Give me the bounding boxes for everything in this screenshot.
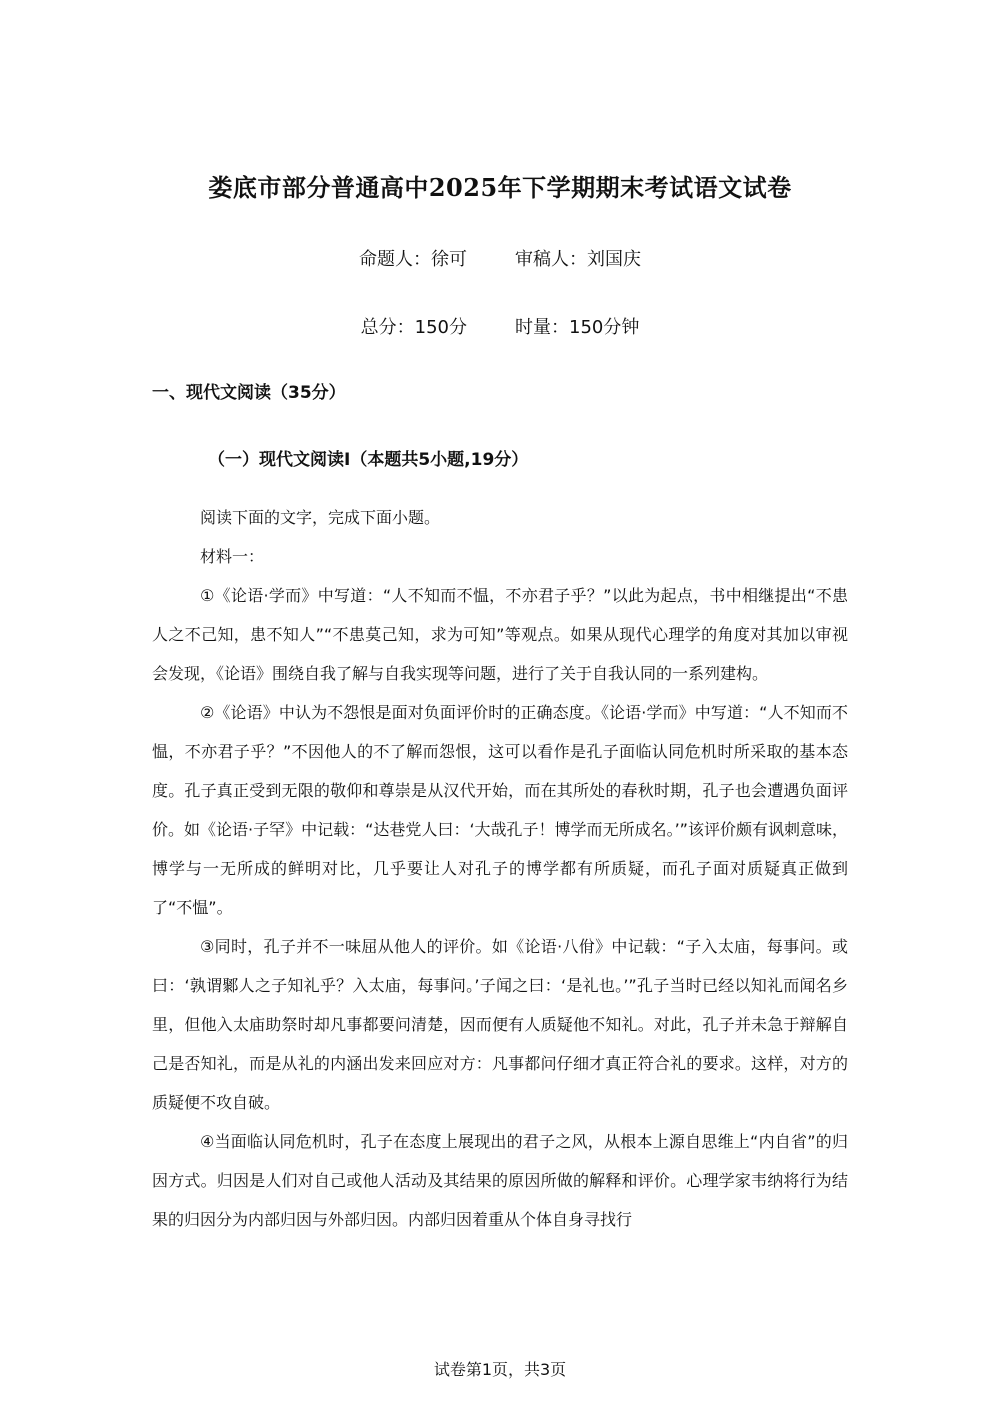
reading-passage <box>152 498 848 1239</box>
paragraph-2: ②《论语》中认为不怨恨是面对负面评价时的正确态度。《论语·学而》中写道：“人不知而不愠，不亦君子乎？”不因他人的不了解而怨恨，这可以看作是孔子面临认同危机时所采取的基本态度。孔子真正受到无限的敬仰和尊崇是从汉代开始，而在其所处的春秋时期，孔子也会遭遇负面评价。如《论语·子罕》中记载：“达巷党人曰：‘大哉孔子！博学而无所成名。’”该评价颇有讽刺意味，博学与一无所成的鲜明对比，几乎要让人对孔子的博学都有所质疑，而孔子面对质疑真正做到了“不愠”。 <box>152 703 848 917</box>
material-label: 材料一： <box>200 547 265 566</box>
score-time-line <box>0 313 1000 339</box>
author-line <box>0 245 1000 271</box>
total-score: 总分：150分 <box>360 317 467 338</box>
page-footer: 试卷第1页，共3页 <box>433 1360 567 1379</box>
paragraph-1: ①《论语·学而》中写道：“人不知而不愠，不亦君子乎？”以此为起点，书中相继提出“不患人之不己知，患不知人”“不患莫己知，求为可知”等观点。如果从现代心理学的角度对其加以审视会发现，《论语》围绕自我了解与自我实现等问题，进行了关于自我认同的一系列建构。 <box>152 586 848 683</box>
subsection-heading: （一）现代文阅读I（本题共5小题,19分） <box>208 450 529 470</box>
author-label: 命题人：徐可 <box>359 249 467 270</box>
paragraph-4: ④当面临认同危机时，孔子在态度上展现出的君子之风，从根本上源自思维上“内自省”的归因方式。归因是人们对自己或他人活动及其结果的原因所做的解释和评价。心理学家韦纳将行为结果的归因分为内部归因与外部归因。内部归因着重从个体自身寻找行 <box>152 1132 848 1229</box>
paragraph-3: ③同时，孔子并不一味屈从他人的评价。如《论语·八佾》中记载：“子入太庙，每事问。或曰：‘孰谓鄹人之子知礼乎？入太庙，每事问。’子闻之曰：‘是礼也。’”孔子当时已经以知礼而闻名乡里，但他入太庙助祭时却凡事都要问清楚，因而便有人质疑他不知礼。对此，孔子并未急于辩解自己是否知礼，而是从礼的内涵出发来回应对方：凡事都问仔细才真正符合礼的要求。这样，对方的质疑便不攻自破。 <box>152 937 848 1112</box>
reviewer-label: 审稿人：刘国庆 <box>515 249 641 270</box>
time-limit: 时量：150分钟 <box>515 317 640 338</box>
section-heading: 一、现代文阅读（35分） <box>152 383 346 403</box>
page-title: 娄底市部分普通高中2025年下学期期末考试语文试卷 <box>208 173 792 202</box>
instruction-text: 阅读下面的文字，完成下面小题。 <box>200 508 441 527</box>
